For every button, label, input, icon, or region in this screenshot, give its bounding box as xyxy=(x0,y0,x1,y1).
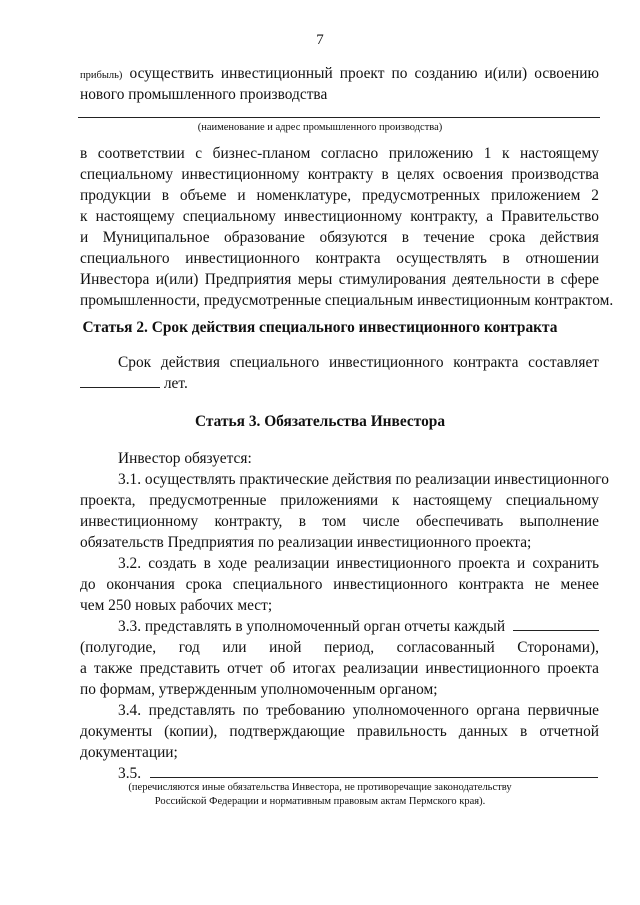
item-3-1-line: обязательств Предприятия по реализации инвестиционного проекта; xyxy=(80,534,532,551)
item-3-3-text: 3.3. представлять в уполномоченный орган отчеты каждый xyxy=(118,618,506,635)
item-3-5-label: 3.5. xyxy=(118,765,142,782)
paragraph-line: и Муниципальное образование обязуются в течение срока действия xyxy=(80,229,599,246)
item-3-2-line: чем 250 новых рабочих мест; xyxy=(80,597,273,614)
item-3-4-line: документации; xyxy=(80,744,178,761)
item-3-4-line: 3.4. представлять по требованию уполномоченного органа первичные xyxy=(118,702,599,719)
paragraph-line: Инвестора и(или) Предприятия меры стимулирования деятельности в сфере xyxy=(80,271,599,288)
article-2-line-2 xyxy=(80,373,599,394)
item-3-1-line: проекта, предусмотренные приложениями к настоящему специальному xyxy=(80,492,599,509)
paragraph-line: продукции в объеме и номенклатуре, предусмотренных приложением 2 xyxy=(80,187,599,204)
item-3-3-line-2: (полугодие, год или иной период, согласованный Сторонами), xyxy=(80,639,599,656)
period-blank xyxy=(513,616,599,631)
intro-underline xyxy=(78,117,600,118)
article-2-heading: Статья 2. Срок действия специального инвестиционного контракта xyxy=(82,319,558,336)
years-blank xyxy=(80,373,160,388)
paragraph-line: к настоящему специальному инвестиционному контракту, а Правительство xyxy=(80,208,599,225)
article-3-heading: Статья 3. Обязательства Инвестора xyxy=(194,413,446,430)
paragraph-line: в соответствии с бизнес-планом согласно приложению 1 к настоящему xyxy=(80,145,599,162)
article-3-intro: Инвестор обязуется: xyxy=(118,450,252,467)
item-3-5-caption-1: (перечисляются иные обязательства Инвестора, не противоречащие законодательству xyxy=(128,782,512,793)
item-3-2-line: до окончания срока специального инвестиционного контракта не менее xyxy=(80,576,599,593)
intro-line-2: нового промышленного производства xyxy=(80,86,328,103)
item-3-5-underline xyxy=(150,777,598,778)
years-suffix: лет. xyxy=(163,375,188,392)
item-3-1-line: инвестиционному контракту, в том числе обеспечивать выполнение xyxy=(80,513,599,530)
paragraph-line: специальному инвестиционному контракту в целях освоения производства xyxy=(80,166,599,183)
article-2-line-1: Срок действия специального инвестиционного контракта составляет xyxy=(118,354,599,371)
item-3-2-line: 3.2. создать в ходе реализации инвестиционного проекта и сохранить xyxy=(118,555,599,572)
intro-line-1 xyxy=(80,63,599,86)
item-3-4-line: документы (копии), подтверждающие правильность данных в отчетной xyxy=(80,723,599,740)
item-3-3-line-4: по формам, утвержденным уполномоченным органом; xyxy=(80,681,438,698)
paragraph-line: промышленности, предусмотренные специальным инвестиционным контрактом. xyxy=(80,292,614,309)
item-3-1-line: 3.1. осуществлять практические действия по реализации инвестиционного xyxy=(118,471,609,488)
intro-small-lead: прибыль) xyxy=(80,70,123,81)
page-number: 7 xyxy=(316,32,324,48)
intro-text-1: осуществить инвестиционный проект по созданию и(или) освоению xyxy=(129,65,599,82)
intro-caption: (наименование и адрес промышленного производства) xyxy=(197,122,443,133)
item-3-3-line-1 xyxy=(118,616,599,637)
item-3-3-line-3: а также представить отчет об итогах реализации инвестиционного проекта xyxy=(80,660,599,677)
paragraph-line: специального инвестиционного контракта осуществлять в отношении xyxy=(80,250,599,267)
item-3-5-caption-2: Российской Федерации и нормативным правовым актам Пермского края). xyxy=(154,796,486,807)
